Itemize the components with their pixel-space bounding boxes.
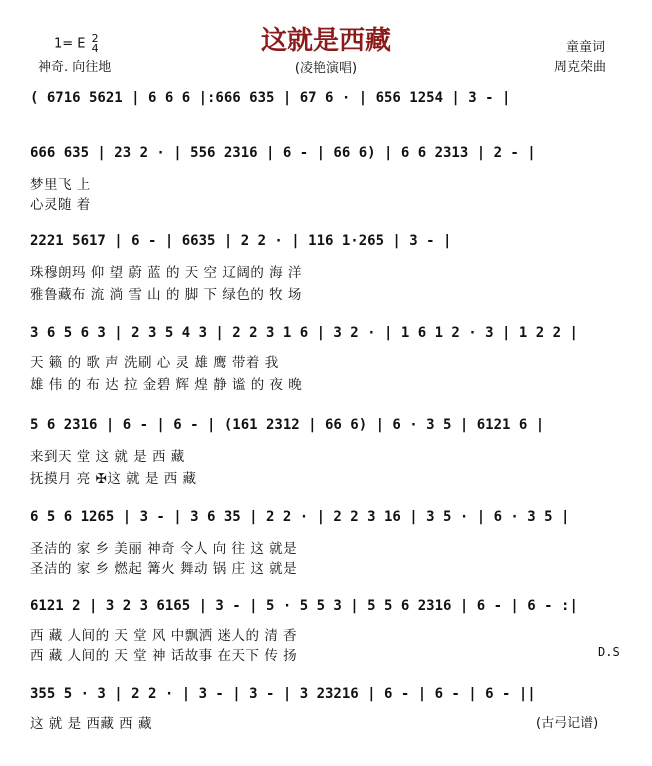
- song-title: 这就是西藏: [260, 26, 391, 56]
- time-denominator: 4: [91, 42, 99, 55]
- dal-segno-mark: D.S: [598, 645, 620, 659]
- lyric-verse-2: 抚摸月 亮 ✠这 就 是 西 藏: [30, 471, 197, 487]
- key-signature: [54, 34, 99, 54]
- tempo-mood: 神奇. 向往地: [38, 60, 112, 75]
- time-numerator: 2: [91, 32, 99, 45]
- lyric-verse-1: 圣洁的 家 乡 美丽 神奇 令人 向 往 这 就是: [30, 541, 298, 557]
- time-signature: [92, 34, 99, 54]
- key-text: 1= E: [54, 36, 86, 52]
- notation-line: 6 5 6 1265 | 3 - | 3 6 35 | 2 2 · | 2 2 3 16 | 3 5 · | 6 · 3 5 |: [30, 509, 570, 525]
- lyric-verse-2: 圣洁的 家 乡 燃起 篝火 舞动 锅 庄 这 就是: [30, 561, 298, 577]
- lyric-verse-1: 这 就 是 西藏 西 藏: [30, 716, 152, 732]
- lyric-verse-1: 珠穆朗玛 仰 望 蔚 蓝 的 天 空 辽阔的 海 洋: [30, 265, 302, 281]
- notation-line: 6121 2 | 3 2 3 6165 | 3 - | 5 · 5 5 3 | 5 5 6 2316 | 6 - | 6 - :|: [30, 598, 578, 614]
- lyric-verse-2: 雄 伟 的 布 达 拉 金碧 辉 煌 静 谧 的 夜 晚: [30, 377, 303, 393]
- notation-line: 355 5 · 3 | 2 2 · | 3 - | 3 - | 3 23216 | 6 - | 6 - | 6 - ||: [30, 686, 536, 702]
- lyric-verse-2: 西 藏 人间的 天 堂 神 话故事 在天下 传 扬: [30, 648, 298, 664]
- notation-line: 5 6 2316 | 6 - | 6 - | (161 2312 | 66 6) | 6 · 3 5 | 6121 6 |: [30, 417, 545, 433]
- lyric-verse-1: 西 藏 人间的 天 堂 风 中飘洒 迷人的 清 香: [30, 628, 298, 644]
- lyric-verse-2: 心灵随 着: [30, 197, 91, 213]
- notation-line: 666 635 | 23 2 · | 556 2316 | 6 - | 66 6) | 6 6 2313 | 2 - |: [30, 145, 536, 161]
- notation-line: 3 6 5 6 3 | 2 3 5 4 3 | 2 2 3 1 6 | 3 2 · | 1 6 1 2 · 3 | 1 2 2 |: [30, 325, 578, 341]
- lyric-verse-1: 天 籁 的 歌 声 洗刷 心 灵 雄 鹰 带着 我: [30, 355, 279, 371]
- lyricist: 童童词: [566, 40, 606, 55]
- transcriber-note: (古弓记谱): [536, 716, 599, 731]
- notation-line: 2221 5617 | 6 - | 6635 | 2 2 · | 116 1·265 | 3 - |: [30, 233, 452, 249]
- lyric-verse-1: 来到天 堂 这 就 是 西 藏: [30, 449, 185, 465]
- lyric-verse-1: 梦里飞 上: [30, 177, 91, 193]
- performer: (凌艳演唱): [294, 61, 358, 76]
- notation-line: ( 6716 5621 | 6 6 6 |:666 635 | 67 6 · | 656 1254 | 3 - |: [30, 90, 511, 106]
- composer: 周克荣曲: [554, 60, 607, 75]
- lyric-verse-2: 雅鲁藏布 流 淌 雪 山 的 脚 下 绿色的 牧 场: [30, 287, 302, 303]
